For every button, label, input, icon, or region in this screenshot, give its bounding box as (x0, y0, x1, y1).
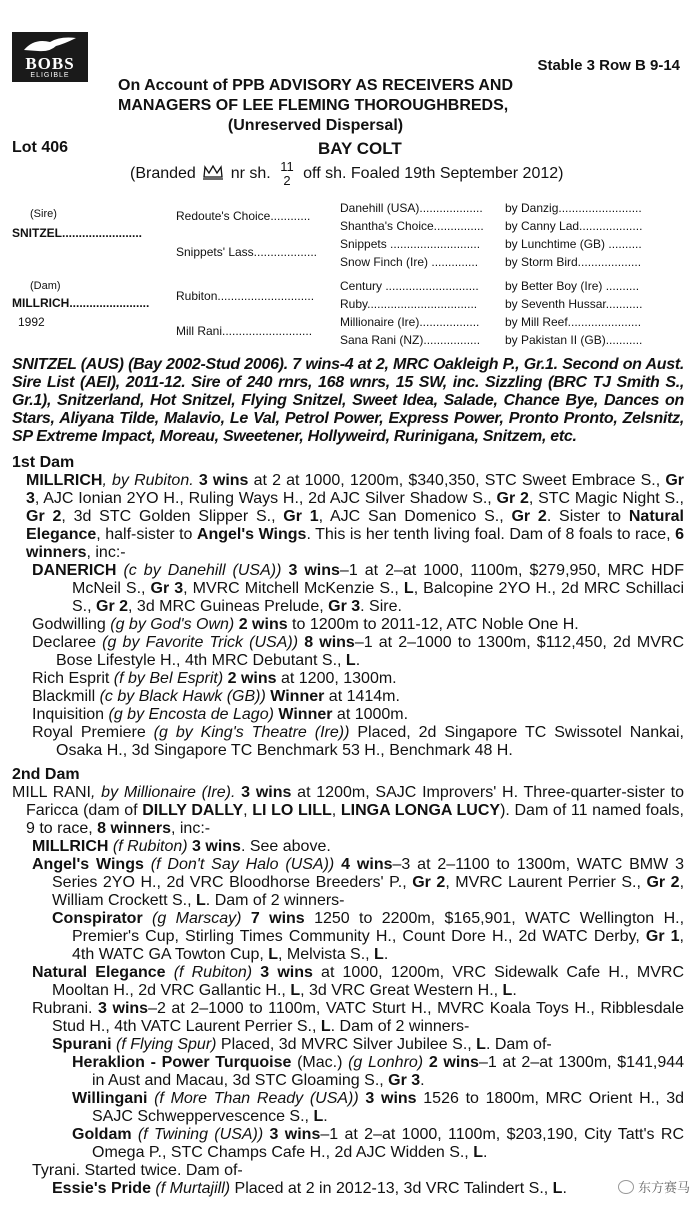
account-line-2: MANAGERS OF LEE FLEMING THOROUGHBREDS, (118, 97, 509, 114)
grandsire-1: Redoute's Choice............ (176, 209, 311, 223)
foal-declaree: Declaree (g by Favorite Trick (USA)) 8 wins–1 at 2–1000 to 1300m, $112,450, 2d MVRC Bose Lifestyle H., 4th MRC Debutant S., L. (32, 634, 684, 669)
catalogue-body (12, 356, 684, 1198)
g2-0: Danehill (USA)................... (340, 201, 483, 215)
bird-icon (20, 34, 80, 56)
brand-pre: (Branded (130, 165, 196, 183)
crown-brand-icon (202, 164, 224, 180)
account-line-1: On Account of PPB ADVISORY AS RECEIVERS AND (118, 77, 514, 94)
foal-goldam: Goldam (f Twining (USA)) 3 wins–1 at 2–at 1000, 1100m, $203,190, City Tatt's RC Omega P., STC Champs Cafe H., 2d AJC Widden S., L. (72, 1126, 685, 1161)
brand-line (130, 160, 563, 188)
foal-inquisition: Inquisition (g by Encosta de Lago) Winner at 1000m. (32, 706, 409, 723)
g2-5: Ruby................................. (340, 297, 478, 311)
account-heading (118, 76, 513, 136)
foal-angels-wings: Angel's Wings (f Don't Say Halo (USA)) 4 wins–3 at 2–1100 to 1300m, WATC BMW 3 Series 2YO H., 2d VRC Bloodhorse Breeders' P., Gr 2, MVRC Laurent Perrier S., Gr 2, William Crockett S., L. Dam of 2 winners- (32, 856, 685, 909)
second-dam-entry: MILL RANI, by Millionaire (Ire). 3 wins at 1200m, SAJC Improvers' H. Three-quarter-sister to Faricca (dam of DILLY DALLY, LI LO LILL, LINGA LONGA LUCY). Dam of 11 named foals, 9 to race, 8 winners, inc:- (12, 784, 684, 837)
sire-name: SNITZEL........................ (12, 226, 143, 240)
g2-1: Shantha's Choice............... (340, 219, 484, 233)
dam-label: (Dam) (30, 280, 61, 292)
g3-5: by Seventh Hussar........... (505, 297, 643, 311)
first-dam-heading: 1st Dam (12, 454, 75, 471)
foal-blackmill: Blackmill (c by Black Hawk (GB)) Winner at 1414m. (32, 688, 400, 705)
foal-millrich: MILLRICH (f Rubiton) 3 wins. See above. (32, 838, 331, 855)
g2-7: Sana Rani (NZ)................. (340, 333, 481, 347)
g3-1: by Canny Lad................... (505, 219, 643, 233)
foal-tyrani: Tyrani. Started twice. Dam of- (32, 1162, 243, 1179)
g3-3: by Storm Bird................... (505, 255, 642, 269)
watermark: 东方赛马 (618, 1177, 690, 1196)
brand-num: 11 (280, 159, 294, 174)
g3-0: by Danzig......................... (505, 201, 642, 215)
logo-sub: ELIGIBLE (30, 72, 70, 79)
g2-6: Millionaire (Ire).................. (340, 315, 480, 329)
brand-post: off sh. Foaled 19th September 2012) (303, 165, 564, 183)
foal-heraklion: Heraklion - Power Turquoise (Mac.) (g Lonhro) 2 wins–1 at 2–at 1300m, $141,944 in Aust and Macau, 3d STC Gloaming S., Gr 3. (72, 1054, 685, 1089)
account-line-3: (Unreserved Dispersal) (227, 117, 404, 134)
foal-godwilling: Godwilling (g by God's Own) 2 wins to 1200m to 2011-12, ATC Noble One H. (32, 616, 579, 633)
foal-essies-pride: Essie's Pride (f Murtajill) Placed at 2 in 2012-13, 3d VRC Talindert S., L. (52, 1180, 567, 1197)
grandsire-2: Rubiton............................. (176, 289, 315, 303)
foal-conspirator: Conspirator (g Marscay) 7 wins 1250 to 2200m, $165,901, WATC Wellington H., Premier's Cup, Stirling Times Community H., Count Dore H., 2d WATC Derby, Gr 1, 4th WATC GA Towton Cup, L, Melvista S., L. (52, 910, 685, 963)
foal-natural-elegance: Natural Elegance (f Rubiton) 3 wins at 1000, 1200m, VRC Sidewalk Cafe H., MVRC Mooltan H., 2d VRC Gallantic H., L, 3d VRC Great Western H., L. (32, 964, 685, 999)
g3-4: by Better Boy (Ire) .......... (505, 279, 640, 293)
brand-fraction (280, 160, 294, 188)
brand-nr: nr sh. (230, 165, 271, 183)
g3-6: by Mill Reef...................... (505, 315, 642, 329)
horse-sex: BAY COLT (318, 139, 402, 158)
g2-3: Snow Finch (Ire) .............. (340, 255, 479, 269)
dam-year: 1992 (18, 315, 45, 329)
sire-summary: SNITZEL (AUS) (Bay 2002-Stud 2006). 7 wins-4 at 2, MRC Oakleigh P., Gr.1. Second on Aust. Sire List (AEI), 2011-12. Sire of 240 rnrs, 168 wnrs, 15 SW, inc. Sizzling (BRC TJ Smith S., Gr.1), Snitzerland, Hot Snitzel, Flying Snitzel, Sweet Idea, Salade, Chance Bye, Dances on Stars, Aliyana Tilde, Malavio, Le Val, Petrol Power, Express Power, Pronto Pronto, Zelsnitz, SP Extreme Impact, Moreau, Sweetener, Hollyweird, Rurinigana, Snitzem, etc. (12, 356, 684, 445)
granddam-1: Snippets' Lass................... (176, 245, 318, 259)
foal-willingani: Willingani (f More Than Ready (USA)) 3 wins 1526 to 1800m, MRC Orient H., 3d SAJC Schweppervescence S., L. (72, 1090, 684, 1125)
logo-name: BOBS (25, 54, 75, 73)
g2-4: Century ............................ (340, 279, 479, 293)
foal-danerich: DANERICH (c by Danehill (USA)) 3 wins–1 at 2–at 1000, 1100m, $279,950, MRC HDF McNeil S., Gr 3, MVRC Mitchell McKenzie S., L, Balcopine 2YO H., 2d MRC Schillaci S., Gr 2, 3d MRC Guineas Prelude, Gr 3. Sire. (32, 562, 685, 615)
stable-location: Stable 3 Row B 9-14 (537, 57, 680, 74)
g2-2: Snippets ........................... (340, 237, 481, 251)
foal-spurani: Spurani (f Flying Spur) Placed, 3d MVRC Silver Jubilee S., L. Dam of- (52, 1036, 552, 1053)
foal-royal-premiere: Royal Premiere (g by King's Theatre (Ire)) Placed, 2d Singapore TC Swissotel Nankai, Osaka H., 3d Singapore TC Benchmark 53 H., Benchmark 48 H. (32, 724, 684, 759)
lot-number: Lot 406 (12, 139, 69, 156)
foal-rubrani: Rubrani. 3 wins–2 at 2–1000 to 1100m, VATC Sturt H., MVRC Koala Toys H., Ribblesdale Stud H., 4th VATC Laurent Perrier S., L. Dam of 2 winners- (32, 1000, 684, 1035)
wechat-icon (618, 1180, 634, 1194)
g3-2: by Lunchtime (GB) .......... (505, 237, 642, 251)
brand-den: 2 (283, 173, 291, 188)
bobs-logo (12, 32, 88, 82)
dam-name: MILLRICH........................ (12, 296, 150, 310)
granddam-2: Mill Rani........................... (176, 324, 313, 338)
foal-rich-esprit: Rich Esprit (f by Bel Esprit) 2 wins at 1200, 1300m. (32, 670, 397, 687)
g3-7: by Pakistan II (GB)........... (505, 333, 643, 347)
second-dam-heading: 2nd Dam (12, 766, 80, 783)
first-dam-entry: MILLRICH, by Rubiton. 3 wins at 2 at 1000, 1200m, $340,350, STC Sweet Embrace S., Gr 3, AJC Ionian 2YO H., Ruling Ways H., 2d AJC Silver Shadow S., Gr 2, STC Magic Night S., Gr 2, 3d STC Golden Slipper S., Gr 1, AJC San Domenico S., Gr 2. Sister to Natural Elegance, half-sister to Angel's Wings. This is her tenth living foal. Dam of 8 foals to race, 6 winners, inc:- (26, 472, 685, 561)
sire-label: (Sire) (30, 208, 57, 220)
